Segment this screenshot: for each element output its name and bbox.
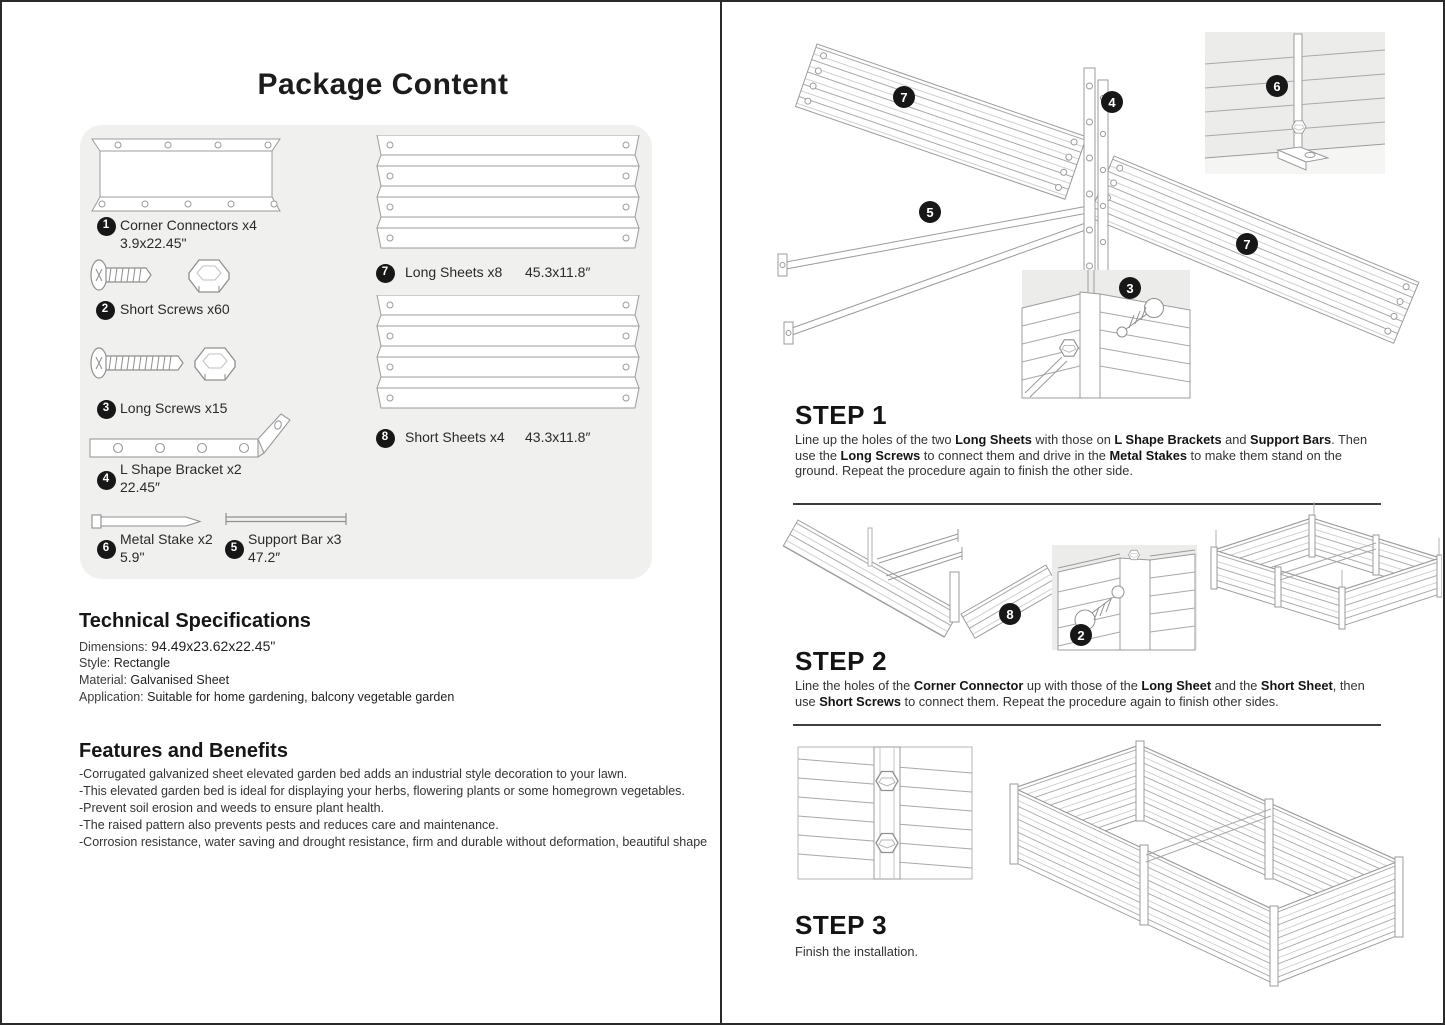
item-dim-metal-stake: 5.9" [120, 549, 145, 565]
marker-l-shape-bracket: 4 [1101, 91, 1123, 113]
spec-application [79, 690, 454, 704]
features-heading: Features and Benefits [79, 740, 288, 762]
step1-diagram [722, 8, 1437, 400]
item-label-support-bar: Support Bar x3 [248, 531, 342, 547]
feature-line: -Corrugated galvanized sheet elevated garden bed adds an industrial style decoration to your lawn. [79, 767, 628, 781]
item-label-corner-connectors: Corner Connectors x4 [120, 217, 257, 233]
item-dim-l-shape-bracket: 22.45″ [120, 479, 160, 495]
feature-line: -Corrosion resistance, water saving and drought resistance, firm and durable without deformation, beautiful shape [79, 835, 708, 849]
step2-diagram [782, 502, 1442, 652]
spec-label: Application: [79, 690, 148, 704]
item-dim-support-bar: 47.2″ [248, 549, 281, 565]
item-dim-long-sheets: 45.3x11.8″ [525, 264, 591, 280]
spec-label: Dimensions: [79, 640, 152, 654]
item-dim-short-sheets: 43.3x11.8″ [525, 429, 591, 445]
marker-metal-stake: 6 [1266, 75, 1288, 97]
item-label-l-shape-bracket: L Shape Bracket x2 [120, 461, 242, 477]
connector-bolts-inset [798, 747, 972, 879]
page-title: Package Content [257, 68, 509, 101]
step1-body: Line up the holes of the two Long Sheets with those on L Shape Brackets and Support Bars. Then use the Long Screws to connect them and drive in the Metal Stakes to make them stand on the ground. Repeat the procedure again to finish the other side. [795, 432, 1368, 479]
l-shape-bracket-drawing [88, 411, 294, 463]
item-number-1: 1 [97, 217, 116, 236]
step3-diagram [782, 725, 1442, 1005]
item-label-short-screws: Short Screws x60 [120, 301, 230, 317]
short-screw-drawing [88, 255, 238, 297]
item-number-2: 2 [96, 301, 115, 320]
spec-style [79, 656, 170, 670]
corner-connector-drawing [88, 137, 288, 223]
spec-value: Suitable for home gardening, balcony vegetable garden [147, 690, 455, 704]
metal-stake-inset [1205, 32, 1385, 174]
item-number-7: 7 [376, 264, 395, 283]
spec-material [79, 673, 229, 687]
feature-line: -The raised pattern also prevents pests and reduces care and maintenance. [79, 818, 499, 832]
feature-line: -This elevated garden bed is ideal for displaying your herbs, flowering plants or some homegrown vegetables. [79, 784, 685, 798]
step3-body: Finish the installation. [795, 944, 919, 959]
marker-short-screw: 2 [1070, 624, 1092, 646]
short-sheets-drawing [374, 295, 642, 415]
long-screw-drawing [88, 343, 240, 385]
item-dim-corner-connectors: 3.9x22.45" [120, 235, 187, 251]
spec-value: 94.49x23.62x22.45" [151, 638, 276, 654]
item-number-3: 3 [97, 400, 116, 419]
item-number-8: 8 [376, 429, 395, 448]
marker-support-bar: 5 [919, 201, 941, 223]
step3-heading: STEP 3 [795, 910, 888, 940]
marker-short-sheet: 8 [999, 603, 1021, 625]
long-sheets-drawing [374, 135, 642, 255]
spec-value: Rectangle [113, 656, 171, 670]
feature-line: -Prevent soil erosion and weeds to ensure plant health. [79, 801, 385, 815]
item-number-4: 4 [97, 471, 116, 490]
step2-body: Line the holes of the Corner Connector up with those of the Long Sheet and the Short Sheet, then use Short Screws to connect them. Repeat the procedure again to finish other sides. [795, 678, 1365, 709]
marker-long-sheet-right: 7 [1236, 233, 1258, 255]
item-label-long-sheets: Long Sheets x8 [405, 264, 503, 280]
long-screw-inset [1022, 270, 1190, 398]
metal-stake-drawing [90, 513, 206, 531]
step2-heading: STEP 2 [795, 646, 888, 676]
spec-dimensions [79, 638, 275, 654]
assembly-steps-panel [722, 2, 1443, 1023]
assembled-frame-drawing [1211, 502, 1442, 629]
support-bar-drawing [222, 511, 352, 529]
item-number-6: 6 [97, 540, 116, 559]
spec-label: Material: [79, 673, 131, 687]
item-number-5: 5 [225, 540, 244, 559]
tech-specs-heading: Technical Specifications [79, 610, 311, 632]
spec-value: Galvanised Sheet [130, 673, 230, 687]
package-content-box [80, 125, 652, 579]
marker-long-sheet-left: 7 [893, 86, 915, 108]
marker-long-screw: 3 [1119, 277, 1141, 299]
package-content-panel [2, 2, 720, 1023]
item-label-short-sheets: Short Sheets x4 [405, 429, 505, 445]
long-sheet-left-drawing [796, 44, 1087, 199]
spec-label: Style: [79, 656, 114, 670]
step1-heading: STEP 1 [795, 400, 888, 430]
item-label-metal-stake: Metal Stake x2 [120, 531, 213, 547]
item-label-long-screws: Long Screws x15 [120, 400, 228, 416]
